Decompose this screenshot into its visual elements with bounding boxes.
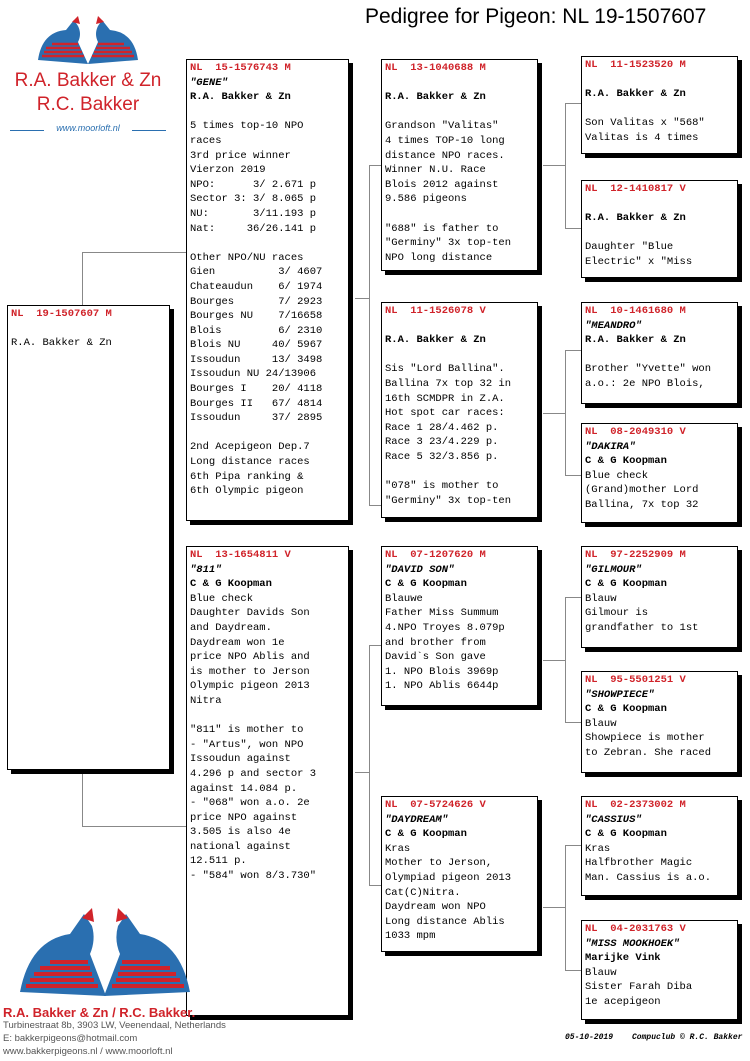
pigeon-name: "DAVID SON": [385, 563, 455, 576]
description-line: - "584" won 8/3.730": [190, 870, 317, 883]
breeder: R.A. Bakker & Zn: [585, 334, 686, 347]
description-line: Bourges I 20/ 4118: [190, 383, 323, 396]
footer-email[interactable]: E: bakkerpigeons@hotmail.com: [3, 1033, 138, 1044]
connector: [543, 413, 566, 414]
ring-number: NL 97-2252909 M: [585, 549, 686, 561]
description-line: 6th Olympic pigeon: [190, 485, 304, 498]
pigeon-name: "SHOWPIECE": [585, 688, 655, 701]
description-line: price NPO Ablis and: [190, 651, 310, 664]
description-line: 16th SCMDPR in Z.A.: [385, 392, 505, 405]
description-line: Grandson "Valitas": [385, 120, 499, 133]
description-line: [385, 465, 534, 480]
connector: [355, 772, 370, 773]
connector: [565, 970, 581, 971]
description-line: against 14.084 p.: [190, 782, 298, 795]
description-line: 4.NPO Troyes 8.079p: [385, 621, 505, 634]
breeder: C & G Koopman: [585, 578, 667, 591]
spacer: [385, 76, 534, 91]
description-line: Daughter Davids Son: [190, 607, 310, 620]
description-line: 1e acepigeon: [585, 995, 661, 1008]
ring-number: NL 95-5501251 V: [585, 674, 686, 686]
pigeon-card-sire-sire[interactable]: [381, 59, 538, 271]
pigeon-name: "CASSIUS": [585, 813, 642, 826]
description-line: [190, 709, 345, 724]
description-line: Bourges II 67/ 4814: [190, 397, 323, 410]
description-line: Bourges 7/ 2923: [190, 295, 323, 308]
description-line: to Zebran. She raced: [585, 746, 712, 759]
description-line: 1033 mpm: [385, 930, 436, 943]
ring-number: NL 07-5724626 V: [385, 799, 486, 811]
page-title: Pedigree for Pigeon: NL 19-1507607: [365, 5, 707, 28]
description-line: 5 times top-10 NPO: [190, 120, 304, 133]
ring-number: NL 04-2031763 V: [585, 923, 686, 935]
description-line: 1. NPO Ablis 6644p: [385, 680, 499, 693]
ring-number: NL 08-2049310 V: [585, 426, 686, 438]
ring-number: NL 12-1410817 V: [585, 183, 686, 195]
connector: [82, 770, 83, 827]
connector: [355, 298, 370, 299]
connector: [565, 350, 581, 351]
spacer: [585, 73, 734, 88]
footer-company: R.A. Bakker & Zn / R.C. Bakker.: [3, 1005, 196, 1020]
connector: [565, 722, 581, 723]
description-line: [11, 322, 166, 337]
description-line: Valitas is 4 times: [585, 131, 699, 144]
pigeon-card-sds[interactable]: [581, 302, 738, 404]
connector: [565, 228, 581, 229]
copyright: Compuclub © R.C. Bakker: [632, 1033, 743, 1042]
description-line: "Germiny" 3x top-ten: [385, 494, 512, 507]
description-line: [190, 236, 345, 251]
description-line: Chateaudun 6/ 1974: [190, 280, 323, 293]
description-line: Sector 3: 3/ 8.065 p: [190, 193, 317, 206]
pigeon-card-dss[interactable]: [581, 546, 738, 648]
logo-line1: R.A. Bakker & Zn: [14, 70, 162, 91]
description-line: 12.511 p.: [190, 855, 247, 868]
description-line: Winner N.U. Race: [385, 164, 486, 177]
description-line: Issoudun against: [190, 753, 291, 766]
connector: [565, 845, 581, 846]
description-line: 3.505 is also 4e: [190, 826, 291, 839]
pigeon-name: "MEANDRO": [585, 319, 642, 332]
description-line: 3rd price winner: [190, 149, 291, 162]
description-line: 9.586 pigeons: [385, 193, 467, 206]
description-line: [585, 102, 734, 117]
description-line: Long distance races: [190, 456, 310, 469]
description-line: - "068" won a.o. 2e: [190, 797, 310, 810]
description-line: Nat: 36/26.141 p: [190, 222, 317, 235]
connector: [543, 907, 566, 908]
description-line: and brother from: [385, 636, 486, 649]
description-line: Halfbrother Magic: [585, 857, 693, 870]
description-line: 6th Pipa ranking &: [190, 470, 304, 483]
breeder: C & G Koopman: [585, 703, 667, 716]
pigeons-logo-icon: [8, 12, 168, 72]
description-line: Man. Cassius is a.o.: [585, 871, 712, 884]
description-line: national against: [190, 840, 291, 853]
breeder: C & G Koopman: [385, 828, 467, 841]
pigeon-card-sdd[interactable]: [581, 423, 738, 523]
breeder: Marijke Vink: [585, 952, 661, 965]
description-line: Olympic pigeon 2013: [190, 680, 310, 693]
footer-web[interactable]: www.bakkerpigeons.nl / www.moorloft.nl: [3, 1046, 173, 1057]
spacer: [585, 197, 734, 212]
description-line: 1. NPO Blois 3969p: [385, 665, 499, 678]
breeder: R.A. Bakker & Zn: [585, 212, 686, 225]
pigeon-card-subject[interactable]: [7, 305, 170, 770]
pigeon-name: "GENE": [190, 76, 228, 89]
description-line: Other NPO/NU races: [190, 251, 304, 264]
description-line: Issoudun 37/ 2895: [190, 412, 323, 425]
description-line: distance NPO races.: [385, 149, 505, 162]
description-line: Father Miss Summum: [385, 607, 499, 620]
pigeon-card-sire[interactable]: [186, 59, 349, 521]
pigeon-name: "GILMOUR": [585, 563, 642, 576]
description-line: 4 times TOP-10 long: [385, 134, 505, 147]
description-line: NPO long distance: [385, 251, 493, 264]
connector: [369, 645, 370, 885]
breeder: C & G Koopman: [585, 455, 667, 468]
breeder: C & G Koopman: [385, 578, 467, 591]
ring-number: NL 11-1526078 V: [385, 305, 486, 317]
description-line: [585, 348, 734, 363]
pigeon-card-sss[interactable]: [581, 56, 738, 154]
ring-number: NL 13-1040688 M: [385, 62, 486, 74]
description-line: Brother "Yvette" won: [585, 363, 712, 376]
description-line: Blauw: [585, 966, 617, 979]
connector: [369, 165, 370, 505]
description-line: David`s Son gave: [385, 651, 486, 664]
description-line: Race 5 32/3.856 p.: [385, 450, 499, 463]
ring-number: NL 07-1207620 M: [385, 549, 486, 561]
description-line: Daydream won 1e: [190, 636, 285, 649]
pigeon-name: "811": [190, 563, 222, 576]
description-line: [585, 226, 734, 241]
description-line: "Germiny" 3x top-ten: [385, 237, 512, 250]
brand-logo-bottom: [0, 900, 210, 1010]
description-line: R.A. Bakker & Zn: [11, 337, 112, 350]
pigeon-card-dam[interactable]: [186, 546, 349, 1016]
ring-number: NL 19-1507607 M: [11, 308, 112, 320]
description-line: Nitra: [190, 694, 222, 707]
description-line: Gien 3/ 4607: [190, 266, 323, 279]
description-line: Issoudun NU 24/13906: [190, 368, 317, 381]
description-line: Vierzon 2019: [190, 164, 266, 177]
description-line: NPO: 3/ 2.671 p: [190, 178, 317, 191]
pigeon-card-ssd[interactable]: [581, 180, 738, 278]
description-line: races: [190, 134, 222, 147]
description-line: Kras: [585, 842, 611, 855]
description-line: Blois 6/ 2310: [190, 324, 323, 337]
description-line: Daughter "Blue: [585, 241, 674, 254]
pigeon-card-dam-sire[interactable]: [381, 546, 538, 706]
breeder: C & G Koopman: [585, 828, 667, 841]
description-line: [190, 105, 345, 120]
spacer: [385, 319, 534, 334]
description-line: Kras: [385, 842, 411, 855]
pigeon-card-ddd[interactable]: [581, 920, 738, 1020]
description-line: a.o.: 2e NPO Blois,: [585, 377, 705, 390]
description-line: Race 1 28/4.462 p.: [385, 421, 499, 434]
ring-number: NL 15-1576743 M: [190, 62, 291, 74]
description-line: Olympiad pigeon 2013: [385, 871, 512, 884]
description-line: Blue check: [190, 592, 254, 605]
description-line: Bourges NU 7/16658: [190, 310, 323, 323]
description-line: Cat(C)Nitra.: [385, 886, 461, 899]
description-line: Daydream won NPO: [385, 901, 486, 914]
description-line: price NPO against: [190, 811, 298, 824]
description-line: Blue check: [585, 469, 649, 482]
ring-number: NL 11-1523520 M: [585, 59, 686, 71]
connector: [565, 475, 581, 476]
description-line: Hot spot car races:: [385, 407, 505, 420]
brand-logo: [8, 12, 168, 142]
description-line: Blauw: [585, 592, 617, 605]
description-line: "688" is father to: [385, 222, 499, 235]
description-line: "078" is mother to: [385, 480, 499, 493]
ring-number: NL 10-1461680 M: [585, 305, 686, 317]
pigeon-card-sire-dam[interactable]: [381, 302, 538, 518]
description-line: Blois NU 40/ 5967: [190, 339, 323, 352]
description-line: Long distance Ablis: [385, 915, 505, 928]
description-line: Electric" x "Miss: [585, 255, 693, 268]
pigeon-name: "DAYDREAM": [385, 813, 449, 826]
print-date: 05-10-2019: [565, 1033, 614, 1042]
breeder: R.A. Bakker & Zn: [190, 91, 291, 104]
description-line: Blauwe: [385, 592, 423, 605]
connector: [543, 165, 566, 166]
description-line: Gilmour is: [585, 607, 649, 620]
description-line: [385, 207, 534, 222]
logo-website: www.moorloft.nl: [56, 123, 120, 133]
connector: [543, 660, 566, 661]
pigeon-name: "MISS MOOKHOEK": [585, 937, 680, 950]
description-line: Race 3 23/4.229 p.: [385, 436, 499, 449]
description-line: (Grand)mother Lord: [585, 484, 699, 497]
breeder: C & G Koopman: [190, 578, 272, 591]
description-line: [385, 105, 534, 120]
description-line: and Daydream.: [190, 621, 272, 634]
description-line: 2nd Acepigeon Dep.7: [190, 441, 310, 454]
description-line: is mother to Jerson: [190, 665, 310, 678]
description-line: grandfather to 1st: [585, 621, 699, 634]
breeder: R.A. Bakker & Zn: [585, 88, 686, 101]
divider: [132, 130, 166, 131]
logo-line2: R.C. Bakker: [36, 94, 140, 115]
description-line: Ballina 7x top 32 in: [385, 377, 512, 390]
ring-number: NL 02-2373002 M: [585, 799, 686, 811]
description-line: Son Valitas x "568": [585, 117, 705, 130]
description-line: "811" is mother to: [190, 724, 304, 737]
description-line: Ballina, 7x top 32: [585, 498, 699, 511]
description-line: Issoudun 13/ 3498: [190, 353, 323, 366]
connector: [565, 103, 581, 104]
description-line: NU: 3/11.193 p: [190, 207, 317, 220]
description-line: Blois 2012 against: [385, 178, 499, 191]
description-line: Sister Farah Diba: [585, 981, 693, 994]
ring-number: NL 13-1654811 V: [190, 549, 291, 561]
description-line: [190, 426, 345, 441]
description-line: Blauw: [585, 717, 617, 730]
breeder: R.A. Bakker & Zn: [385, 91, 486, 104]
description-line: Mother to Jerson,: [385, 857, 493, 870]
description-line: - "Artus", won NPO: [190, 738, 304, 751]
pigeon-card-dam-dam[interactable]: [381, 796, 538, 952]
connector: [82, 252, 187, 253]
pigeons-logo-icon: [0, 900, 210, 1000]
description-line: Sis "Lord Ballina".: [385, 363, 505, 376]
pigeon-card-dds[interactable]: [581, 796, 738, 896]
pigeon-name: "DAKIRA": [585, 440, 636, 453]
description-line: Showpiece is mother: [585, 732, 705, 745]
description-line: 4.296 p and sector 3: [190, 767, 317, 780]
footer-address: Turbinestraat 8b, 3903 LW, Veenendaal, Netherlands: [3, 1020, 226, 1031]
connector: [565, 597, 581, 598]
breeder: R.A. Bakker & Zn: [385, 334, 486, 347]
connector: [82, 252, 83, 307]
description-line: [385, 348, 534, 363]
connector: [82, 826, 187, 827]
pigeon-card-dsd[interactable]: [581, 671, 738, 773]
